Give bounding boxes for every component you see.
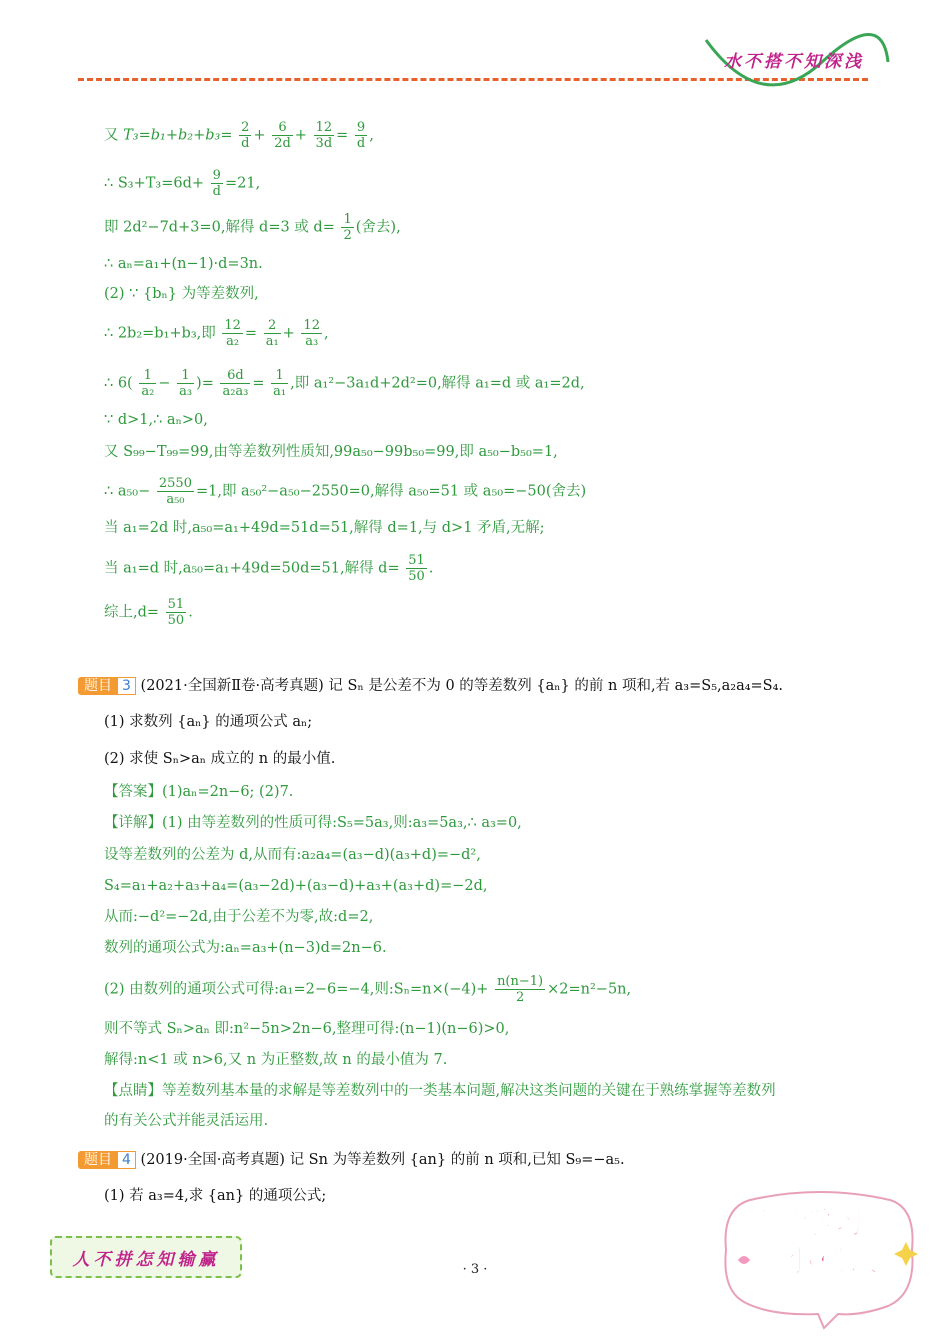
q3-detail-3: S₄=a₁+a₂+a₃+a₄=(a₃−2d)+(a₃−d)+a₃+(a₃+d)=−2d,: [104, 878, 488, 894]
solution-line-11: 当 a₁=2d 时,a₅₀=a₁+49d=51d=51,解得 d=1,与 d>1 矛盾,无解;: [104, 520, 545, 536]
q4-label-tag: 题目 4: [78, 1150, 136, 1170]
solution-line-8: ∵ d>1,∴ aₙ>0,: [104, 412, 208, 428]
q3-detail-1: 【详解】(1) 由等差数列的性质可得:S₅=5a₃,则:a₃=5a₃,∴ a₃=0,: [104, 815, 522, 831]
q3-detail-8: 解得:n<1 或 n>6,又 n 为正整数,故 n 的最小值为 7.: [104, 1052, 448, 1068]
header-motto: 水不搭不知深浅: [724, 52, 864, 72]
solution-line-10: ∴ a₅₀− $\frac{2550}{\text{a₅₀}}$ =1,即 a₅₀²−a₅₀−2550=0,解得 a₅₀=51 或 a₅₀=−50(舍去): [104, 476, 587, 507]
solution-line-3: 即 2d²−7d+3=0,解得 d=3 或 d= $\frac{1}{2}$ (舍去),: [104, 212, 401, 243]
footer-motto-box: 人不拼怎知输赢: [50, 1236, 242, 1278]
q3-part-2: (2) 求使 Sₙ>aₙ 成立的 n 的最小值.: [104, 751, 336, 767]
badge-title-line-1: 高中学习: [738, 1206, 866, 1241]
solution-line-12: 当 a₁=d 时,a₅₀=a₁+49d=50d=51,解得 d= $\frac{51}{50}$ .: [104, 553, 434, 584]
q3-comment-2: 的有关公式并能灵活运用.: [104, 1113, 269, 1129]
solution-line-13: 综上,d= $\frac{51}{50}$ .: [104, 597, 193, 628]
q3-stem: 题目 3 (2021·全国新Ⅱ卷·高考真题) 记 Sₙ 是公差不为 0 的等差数列 {aₙ} 的前 n 项和,若 a₃=S₅,a₂a₄=S₄.: [78, 676, 783, 696]
solution-line-6: ∴ 2b₂=b₁+b₃,即 $\frac{12}{\text{a₂}}$ = $\frac{2}{\text{a₁}}$ + $\frac{12}{\text{a₃}}$ ,: [104, 318, 329, 349]
q3-answer: 【答案】(1)aₙ=2n−6; (2)7.: [104, 784, 294, 800]
q3-part-1: (1) 求数列 {aₙ} 的通项公式 aₙ;: [104, 714, 313, 730]
q3-detail-6: (2) 由数列的通项公式可得:a₁=2−6=−4,则:Sₙ=n×(−4)+ $\frac{n(n-1)}{2}$ ×2=n²−5n,: [104, 974, 632, 1005]
solution-line-1: 又 T₃=b₁+b₂+b₃= $\frac{2}{d}$ + $\frac{6}{2d}$ + $\frac{12}{3d}$ = $\frac{9}{d}$ ,: [104, 120, 374, 151]
badge-title-line-2: 小秘诀: [784, 1244, 880, 1279]
solution-line-7: ∴ 6( $\frac{1}{\text{a₂}}$ − $\frac{1}{\text{a₃}}$ )= $\frac{6d}{\text{a₂a₃}}$ = $\frac{1}{\text{a₁}}$ ,即 a₁²−3a₁d+2d²=0,解得 a₁=d 或 a₁=2d,: [104, 368, 585, 399]
q3-detail-7: 则不等式 Sₙ>aₙ 即:n²−5n>2n−6,整理可得:(n−1)(n−6)>0,: [104, 1021, 510, 1037]
solution-line-2: ∴ S₃+T₃=6d+ $\frac{9}{d}$ =21,: [104, 168, 261, 199]
solution-line-5: (2) ∵ {bₙ} 为等差数列,: [104, 286, 259, 302]
q3-detail-2: 设等差数列的公差为 d,从而有:a₂a₄=(a₃−d)(a₃+d)=−d²,: [104, 847, 481, 863]
q3-detail-4: 从而:−d²=−2d,由于公差不为零,故:d=2,: [104, 909, 374, 925]
q3-comment-1: 【点睛】等差数列基本量的求解是等差数列中的一类基本问题,解决这类问题的关键在于熟练掌握等差数列: [104, 1083, 776, 1099]
solution-line-9: 又 S₉₉−T₉₉=99,由等差数列性质知,99a₅₀−99b₅₀=99,即 a₅₀−b₅₀=1,: [104, 444, 558, 460]
q4-stem: 题目 4 (2019·全国·高考真题) 记 Sn 为等差数列 {an} 的前 n 项和,已知 S₉=−a₅.: [78, 1150, 625, 1170]
solution-line-4: ∴ aₙ=a₁+(n−1)·d=3n.: [104, 256, 263, 272]
q3-detail-5: 数列的通项公式为:aₙ=a₃+(n−3)d=2n−6.: [104, 940, 387, 956]
q4-part-1: (1) 若 a₃=4,求 {an} 的通项公式;: [104, 1188, 327, 1204]
page-number: · 3 ·: [462, 1262, 488, 1277]
q3-label-tag: 题目 3: [78, 676, 136, 696]
